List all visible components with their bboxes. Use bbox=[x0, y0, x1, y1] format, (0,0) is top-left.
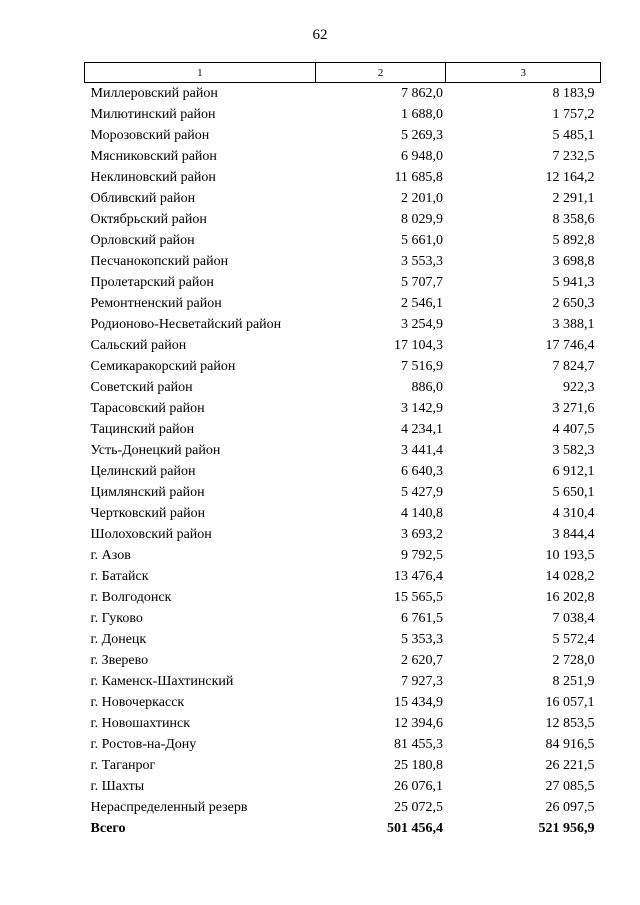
value-column-3: 12 164,2 bbox=[545, 170, 595, 185]
table-row bbox=[85, 587, 601, 608]
territory-name: Неклиновский район bbox=[90, 170, 216, 185]
value-column-3: 8 183,9 bbox=[552, 86, 595, 101]
territory-name: г. Батайск bbox=[90, 569, 149, 584]
table-row bbox=[85, 314, 601, 335]
territory-name: Советский район bbox=[90, 380, 193, 395]
territory-name: Орловский район bbox=[90, 233, 195, 248]
value-column-2: 6 761,5 bbox=[400, 611, 443, 626]
value-column-3: 16 057,1 bbox=[545, 695, 595, 710]
value-column-2: 6 640,3 bbox=[400, 464, 443, 479]
value-column-3: 2 650,3 bbox=[552, 296, 595, 311]
table-row bbox=[85, 356, 601, 377]
value-column-2: 7 862,0 bbox=[400, 86, 443, 101]
table-row bbox=[85, 503, 601, 524]
territory-name: Мясниковский район bbox=[90, 149, 217, 164]
territory-name: Песчанокопский район bbox=[90, 254, 229, 269]
value-column-3: 8 358,6 bbox=[552, 212, 595, 227]
table-row bbox=[85, 104, 601, 125]
table-row bbox=[85, 671, 601, 692]
value-column-2: 2 620,7 bbox=[400, 653, 443, 668]
table-row bbox=[85, 398, 601, 419]
territory-name: Миллеровский район bbox=[90, 86, 218, 101]
table-row bbox=[85, 545, 601, 566]
table-row bbox=[85, 230, 601, 251]
territory-name: Обливский район bbox=[90, 191, 196, 206]
column-header-2: 2 bbox=[315, 63, 446, 83]
value-column-3: 14 028,2 bbox=[545, 569, 595, 584]
value-column-2: 25 072,5 bbox=[393, 800, 443, 815]
value-column-3: 521 956,9 bbox=[538, 821, 595, 836]
value-column-2: 12 394,6 bbox=[393, 716, 443, 731]
value-column-3: 5 572,4 bbox=[552, 632, 595, 647]
value-column-2: 3 254,9 bbox=[400, 317, 443, 332]
territory-name: г. Зверево bbox=[90, 653, 149, 668]
value-column-3: 3 698,8 bbox=[552, 254, 595, 269]
value-column-2: 501 456,4 bbox=[386, 821, 443, 836]
value-column-3: 1 757,2 bbox=[552, 107, 595, 122]
value-column-2: 5 427,9 bbox=[400, 485, 443, 500]
value-column-2: 5 353,3 bbox=[400, 632, 443, 647]
table-row bbox=[85, 419, 601, 440]
value-column-2: 2 201,0 bbox=[400, 191, 443, 206]
value-column-3: 3 271,6 bbox=[552, 401, 595, 416]
value-column-3: 7 038,4 bbox=[552, 611, 595, 626]
table-row bbox=[85, 167, 601, 188]
table-row bbox=[85, 146, 601, 167]
table-row bbox=[85, 713, 601, 734]
value-column-3: 3 582,3 bbox=[552, 443, 595, 458]
column-header-1: 1 bbox=[85, 63, 316, 83]
value-column-3: 84 916,5 bbox=[545, 737, 595, 752]
table-row bbox=[85, 461, 601, 482]
territory-name: Шолоховский район bbox=[90, 527, 212, 542]
table-row bbox=[85, 776, 601, 797]
budget-table bbox=[84, 62, 601, 839]
table-row bbox=[85, 440, 601, 461]
value-column-2: 3 142,9 bbox=[400, 401, 443, 416]
table-row bbox=[85, 272, 601, 293]
value-column-2: 2 546,1 bbox=[400, 296, 443, 311]
value-column-3: 2 728,0 bbox=[552, 653, 595, 668]
table-row bbox=[85, 83, 601, 105]
territory-name: г. Шахты bbox=[90, 779, 145, 794]
table-row bbox=[85, 566, 601, 587]
value-column-2: 3 553,3 bbox=[400, 254, 443, 269]
value-column-2: 7 927,3 bbox=[400, 674, 443, 689]
territory-name: Ремонтненский район bbox=[90, 296, 222, 311]
territory-name: Чертковский район bbox=[90, 506, 206, 521]
table-row bbox=[85, 335, 601, 356]
value-column-3: 5 892,8 bbox=[552, 233, 595, 248]
value-column-3: 922,3 bbox=[563, 380, 595, 395]
value-column-3: 8 251,9 bbox=[552, 674, 595, 689]
value-column-3: 4 407,5 bbox=[552, 422, 595, 437]
territory-name: г. Новочеркасск bbox=[90, 695, 185, 710]
value-column-3: 2 291,1 bbox=[552, 191, 595, 206]
table-row bbox=[85, 209, 601, 230]
value-column-2: 13 476,4 bbox=[393, 569, 443, 584]
value-column-3: 5 485,1 bbox=[552, 128, 595, 143]
value-column-2: 886,0 bbox=[411, 380, 443, 395]
value-column-2: 4 140,8 bbox=[400, 506, 443, 521]
value-column-2: 5 707,7 bbox=[400, 275, 443, 290]
value-column-3: 7 232,5 bbox=[552, 149, 595, 164]
table-header-row bbox=[85, 63, 601, 83]
table-row bbox=[85, 125, 601, 146]
territory-name: Морозовский район bbox=[90, 128, 210, 143]
value-column-3: 5 941,3 bbox=[552, 275, 595, 290]
page-number: 62 bbox=[312, 27, 328, 43]
table-row bbox=[85, 251, 601, 272]
table-row bbox=[85, 608, 601, 629]
table-row bbox=[85, 692, 601, 713]
table-row bbox=[85, 188, 601, 209]
territory-name: Всего bbox=[90, 821, 126, 836]
territory-name: г. Новошахтинск bbox=[90, 716, 191, 731]
territory-name: г. Азов bbox=[90, 548, 131, 563]
value-column-3: 26 097,5 bbox=[545, 800, 595, 815]
value-column-2: 17 104,3 bbox=[393, 338, 443, 353]
value-column-2: 81 455,3 bbox=[393, 737, 443, 752]
value-column-3: 16 202,8 bbox=[545, 590, 595, 605]
territory-name: Тацинский район bbox=[90, 422, 195, 437]
value-column-3: 4 310,4 bbox=[552, 506, 595, 521]
table-body bbox=[85, 83, 601, 840]
territory-name: Родионово-Несветайский район bbox=[90, 317, 282, 332]
table-row bbox=[85, 797, 601, 818]
territory-name: г. Каменск-Шахтинский bbox=[90, 674, 234, 689]
value-column-2: 11 685,8 bbox=[394, 170, 443, 185]
territory-name: г. Таганрог bbox=[90, 758, 156, 773]
value-column-2: 4 234,1 bbox=[400, 422, 443, 437]
value-column-2: 15 565,5 bbox=[393, 590, 443, 605]
value-column-3: 27 085,5 bbox=[545, 779, 595, 794]
table-row bbox=[85, 650, 601, 671]
column-header-3: 3 bbox=[446, 63, 601, 83]
territory-name: Милютинский район bbox=[90, 107, 216, 122]
value-column-3: 17 746,4 bbox=[545, 338, 595, 353]
total-row bbox=[85, 818, 601, 839]
territory-name: Нераспределенный резерв bbox=[90, 800, 248, 815]
value-column-2: 5 661,0 bbox=[400, 233, 443, 248]
table-row bbox=[85, 755, 601, 776]
value-column-2: 5 269,3 bbox=[400, 128, 443, 143]
value-column-2: 8 029,9 bbox=[400, 212, 443, 227]
value-column-2: 9 792,5 bbox=[400, 548, 443, 563]
value-column-3: 3 388,1 bbox=[552, 317, 595, 332]
territory-name: Семикаракорский район bbox=[90, 359, 236, 374]
value-column-3: 3 844,4 bbox=[552, 527, 595, 542]
value-column-3: 10 193,5 bbox=[545, 548, 595, 563]
territory-name: г. Волгодонск bbox=[90, 590, 172, 605]
territory-name: г. Ростов-на-Дону bbox=[90, 737, 197, 752]
value-column-2: 3 441,4 bbox=[400, 443, 443, 458]
value-column-3: 5 650,1 bbox=[552, 485, 595, 500]
territory-name: Цимлянский район bbox=[90, 485, 205, 500]
territory-name: Сальский район bbox=[90, 338, 187, 353]
value-column-2: 15 434,9 bbox=[393, 695, 443, 710]
value-column-2: 25 180,8 bbox=[393, 758, 443, 773]
territory-name: Тарасовский район bbox=[90, 401, 205, 416]
table-row bbox=[85, 629, 601, 650]
table-row bbox=[85, 377, 601, 398]
territory-name: г. Гуково bbox=[90, 611, 143, 626]
value-column-3: 6 912,1 bbox=[552, 464, 595, 479]
table-row bbox=[85, 293, 601, 314]
value-column-3: 12 853,5 bbox=[545, 716, 595, 731]
value-column-2: 7 516,9 bbox=[400, 359, 443, 374]
territory-name: Усть-Донецкий район bbox=[90, 443, 221, 458]
territory-name: г. Донецк bbox=[90, 632, 147, 647]
value-column-2: 1 688,0 bbox=[400, 107, 443, 122]
value-column-3: 26 221,5 bbox=[545, 758, 595, 773]
territory-name: Октябрьский район bbox=[90, 212, 207, 227]
territory-name: Пролетарский район bbox=[90, 275, 214, 290]
value-column-2: 26 076,1 bbox=[393, 779, 443, 794]
table-row bbox=[85, 734, 601, 755]
value-column-3: 7 824,7 bbox=[552, 359, 595, 374]
table-row bbox=[85, 482, 601, 503]
table-row bbox=[85, 524, 601, 545]
value-column-2: 3 693,2 bbox=[400, 527, 443, 542]
territory-name: Целинский район bbox=[90, 464, 196, 479]
value-column-2: 6 948,0 bbox=[400, 149, 443, 164]
